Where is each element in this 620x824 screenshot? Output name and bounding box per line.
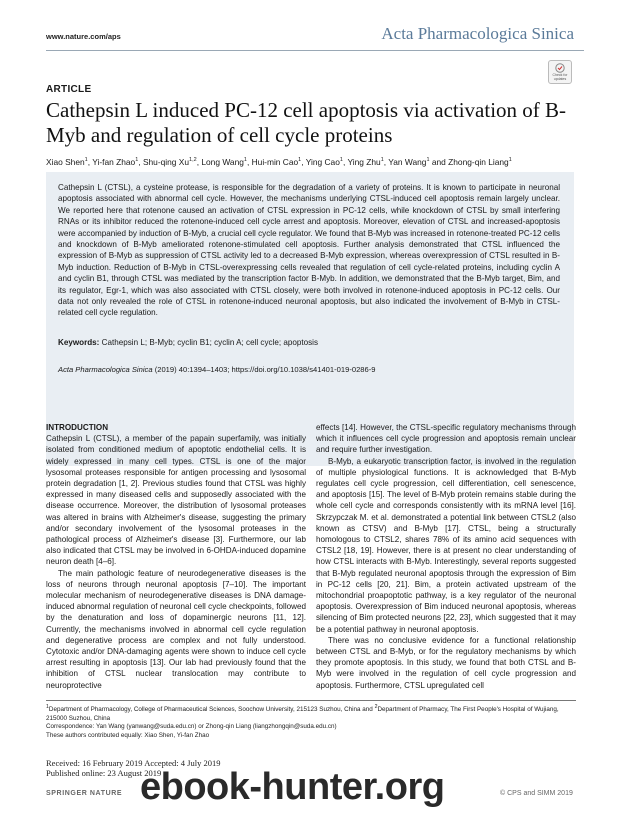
author-name: Ying Zhu: [347, 156, 381, 167]
author-name: Long Wang: [201, 156, 244, 167]
body-paragraph: There was no conclusive evidence for a functional relationship between CTSL and B-Myb, or for the regulatory mechanisms by which they promote apoptosis. In this study, we found that both CTSL and B-Myb were involved in the regulation of cell cycle progression and apoptosis. Furthermore, CTSL upregulated cell: [316, 635, 576, 690]
journal-name: Acta Pharmacologica Sinica: [381, 24, 574, 43]
author-name: Yan Wang: [388, 156, 427, 167]
affiliations: $^1$Department of Pharmacology, College of Pharmaceutical Sciences, Soochow University, 215123 Suzhou, China and $^2$Department of Pharmacy, The First People's Hospital of Wujiang, 215000 Suzhou, China: [46, 704, 559, 722]
citation: [58, 365, 558, 374]
copyright-notice: © CPS and SIMM 2019: [500, 790, 573, 797]
published-date: Published online: 23 August 2019: [46, 768, 162, 778]
author-affiliation-marker: 1: [84, 157, 88, 163]
check-for-updates-badge[interactable]: [548, 60, 572, 84]
citation-journal: Acta Pharmacologica Sinica: [58, 365, 153, 374]
author-list: Xiao Shen$^1$, Yi-fan Zhao$^1$, Shu-qing Xu$^{1,2}$, Long Wang$^1$, Hui-min Cao$^1$, Ying Cao$^1$, Ying Zhu$^1$, Yan Wang$^1$ and Zhong-qin Liang$^1$: [46, 156, 512, 167]
author-affiliation-marker: 1: [298, 157, 302, 163]
author-affiliation-marker: 1: [426, 157, 430, 163]
publisher-logo: SPRINGER NATURE: [46, 790, 123, 797]
received-accepted-date: Received: 16 February 2019 Accepted: 4 July 2019: [46, 758, 221, 768]
affiliations-footnote: [46, 703, 576, 740]
keywords-list: Cathepsin L; B-Myb; cyclin B1; cyclin A; cell cycle; apoptosis: [101, 338, 319, 347]
author-name: Ying Cao: [305, 156, 340, 167]
author-affiliation-marker: 1,2: [189, 157, 197, 163]
body-paragraph: effects [14]. However, the CTSL-specific regulatory mechanisms through which it influences cell cycle progression and apoptosis remain unclear and require further investigation.: [316, 423, 576, 455]
correspondence[interactable]: Correspondence: Yan Wang (yanwang@suda.edu.cn) or Zhong-qin Liang (liangzhongqin@suda.edu.cn): [46, 723, 337, 731]
header-divider: [46, 50, 584, 51]
keywords: [58, 338, 558, 347]
keywords-label: Keywords:: [58, 338, 100, 347]
article-title: Cathepsin L induced PC-12 cell apoptosis via activation of B-Myb and regulation of cell cycle proteins: [46, 98, 567, 147]
author-name: Xiao Shen: [46, 156, 85, 167]
author-affiliation-marker: 1: [243, 157, 247, 163]
author-name: Yi-fan Zhao: [92, 156, 136, 167]
body-paragraph: B-Myb, a eukaryotic transcription factor, is involved in the regulation of multiple physiological functions. It is acknowledged that B-Myb regulates cell cycle progression, cell differentiation, cell senescence, and apoptosis [15]. The level of B-Myb protein remains stable during the whole cell cycle and corresponds consistently with its mRNA level [16]. Skrzypczak M. et al. demonstrated a potential link between CTSL2 (also known as CTSV) and B-Myb [17]. CTSL, being a structurally homologous to CTSL2, shares 78% of its amino acid sequences with CTSL2 [18, 19]. However, there is at present no clear understanding of how CTSL interacts with B-Myb. Interestingly, several reports suggested that B-Myb regulated neuronal apoptosis through the expression of Bim in PC-12 cells [20, 21]. Bim, a protein activated upstream of the mitochondrial proapoptotic pathway, is a key regulator of the neuronal apoptosis. Overexpression of Bim induced neuronal apoptosis, whereas silencing of Bim protected neurons [22, 23], which suggested that it may be a potential pathway in neuronal apoptosis.: [316, 456, 576, 634]
body-column-left: [46, 422, 306, 691]
author-affiliation-marker: 1: [135, 157, 139, 163]
update-check-icon: [555, 63, 565, 73]
body-paragraph: The main pathologic feature of neurodegenerative diseases is the loss of neurons through neuronal apoptosis [7–10]. The important molecular mechanism of neurodegenerative diseases is DNA damage-induced abnormal regulation of neuronal cell cycle checkpoints, followed by the denaturation and loss of dopaminergic neurons [11, 12]. Currently, the mechanisms involved in abnormal cell cycle regulation and degenerative process are complex and not fully understood. Cytotoxic and/or DNA-damaging agents were shown to induce cell cycle arrest resulting in apoptosis [13]. Our lab had previously found that the inhibition of CTSL nuclear translocation may contribute to neuroprotective: [46, 568, 306, 690]
equal-contribution-note: These authors contributed equally: Xiao Shen, Yi-fan Zhao: [46, 731, 210, 739]
author-affiliation-marker: 1: [508, 157, 512, 163]
body-paragraph: Cathepsin L (CTSL), a member of the papain superfamily, was initially isolated from conditioned medium of apoptotic endothelial cells. It is widely expressed in many cell types. CTSL is one of the major lysosomal proteases responsible for antigen processing and lysosomal protein degradation [1, 2]. Previous studies found that CTSL was highly expressed in many diseased cells and supposedly associated with the disease occurrence. Moreover, the distribution of lysosomal proteases was altered in brains with Alzheimer's disease, suggesting the primary and/or secondary involvement of the lysosomal proteases in the pathological process of Alzheimer's disease [3]. Furthermore, our lab also indicated that CTSL may be involved in 6-OHDA-induced dopamine neuron death [4–6].: [46, 434, 306, 567]
author-name: Zhong-qin Liang: [448, 156, 509, 167]
author-name: Hui-min Cao: [251, 156, 299, 167]
watermark-text: ebook-hunter.org: [140, 766, 445, 808]
body-column-right: [316, 422, 576, 691]
author-name: Shu-qing Xu: [142, 156, 190, 167]
section-heading-introduction: INTRODUCTION: [46, 423, 109, 432]
abstract-text: Cathepsin L (CTSL), a cysteine protease, is responsible for the degradation of a variety of proteins. It is known to participate in neuronal apoptosis associated with abnormal cell cycle. However, the mechanisms underlying CTSL-induced cell apoptosis remain largely unclear. We reported here that rotenone caused an activation of CTSL expression in PC-12 cells, while knockdown of CTSL by small interfering RNAs or its inhibitor reduced the rotenone-induced cell cycle arrest and apoptosis. Moreover, elevation of CTSL and increased-apoptosis were accompanied by induction of B-Myb, a crucial cell cycle regulator. We found that B-Myb was increased in rotenone-treated PC-12 cells and knockdown of B-Myb ameliorated rotenone-stimulated cell apoptosis. Further analysis demonstrated that CTSL influenced the expression of B-Myb as suppression of CTSL activity led to a decreased B-Myb expression, whereas overexpression of CTSL resulted in B-Myb induction. Reduction of B-Myb in CTSL-overexpressing cells revealed that regulation of cell cycle-related proteins, including cyclin A and cyclin B1, through CTSL was mediated by the transcription factor B-Myb. In addition, we demonstrated that the B-Myb target, Bim, and its regulator, Egr-1, which was also associated with CTSL closely, were both involved in rotenone-induced apoptosis in PC-12 cells. Our data not only revealed the role of CTSL in rotenone-induced neuronal apoptosis, but also indicated the involvement of B-Myb in CTSL-related cell cycle regulation.: [58, 183, 560, 318]
badge-text: Check for updates: [552, 73, 568, 81]
citation-details[interactable]: (2019) 40:1394–1403; https://doi.org/10.1038/s41401-019-0286-9: [154, 365, 376, 374]
author-affiliation-marker: 1: [339, 157, 343, 163]
article-type-label: ARTICLE: [46, 84, 92, 95]
footnote-divider: [46, 700, 576, 701]
site-url[interactable]: www.nature.com/aps: [46, 32, 121, 41]
author-affiliation-marker: 1: [380, 157, 384, 163]
